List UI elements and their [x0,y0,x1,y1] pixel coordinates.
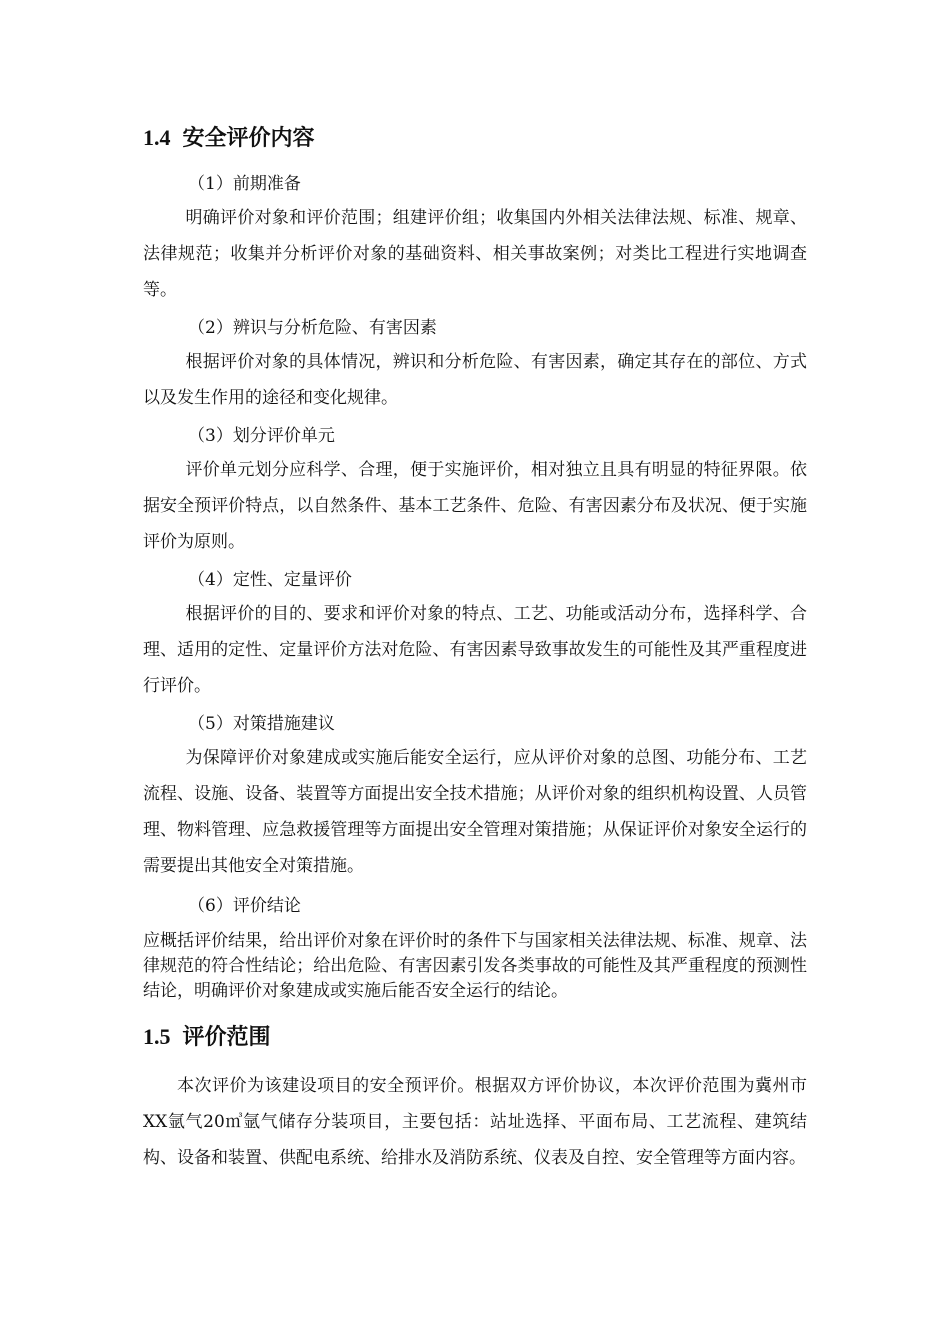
item-text-4: 根据评价的目的、要求和评价对象的特点、工艺、功能或活动分布，选择科学、合理、适用的定性、定量评价方法对危险、有害因素导致事故发生的可能性及其严重程度进行评价。 [143,604,807,696]
section-title: 评价范围 [182,1024,271,1050]
section-number: 1.5 [143,1024,171,1049]
item-text-1: 明确评价对象和评价范围；组建评价组；收集国内外相关法律法规、标准、规章、法律规范；收集并分析评价对象的基础资料、相关事故案例；对类比工程进行实地调查等。 [143,208,807,300]
section-title: 安全评价内容 [182,125,315,151]
item-label-4: （4）定性、定量评价 [188,570,352,590]
item-text-3: 评价单元划分应科学、合理，便于实施评价，相对独立且具有明显的特征界限。依据安全预评价特点，以自然条件、基本工艺条件、危险、有害因素分布及状况、便于实施评价为原则。 [143,460,807,552]
section-1-5-text: 本次评价为该建设项目的安全预评价。根据双方评价协议，本次评价范围为冀州市XX氩气20㎥氩气储存分装项目，主要包括：站址选择、平面布局、工艺流程、建筑结构、设备和装置、供配电系统、给排水及消防系统、仪表及自控、安全管理等方面内容。 [143,1076,807,1168]
item-label-5: （5）对策措施建议 [188,714,335,734]
item-label-6: （6）评价结论 [188,896,301,916]
item-text-2: 根据评价对象的具体情况，辨识和分析危险、有害因素，确定其存在的部位、方式以及发生作用的途径和变化规律。 [143,352,807,408]
section-number: 1.4 [143,125,171,150]
section-heading-1-5 [143,1022,271,1052]
item-text-5: 为保障评价对象建成或实施后能安全运行，应从评价对象的总图、功能分布、工艺流程、设施、设备、装置等方面提出安全技术措施；从评价对象的组织机构设置、人员管理、物料管理、应急救援管理等方面提出安全管理对策措施；从保证评价对象安全运行的需要提出其他安全对策措施。 [143,748,807,876]
item-label-2: （2）辨识与分析危险、有害因素 [188,318,437,338]
item-label-3: （3）划分评价单元 [188,426,335,446]
item-label-1: （1）前期准备 [188,174,301,194]
section-heading-1-4 [143,123,315,153]
item-text-6: 应概括评价结果，给出评价对象在评价时的条件下与国家相关法律法规、标准、规章、法律规范的符合性结论；给出危险、有害因素引发各类事故的可能性及其严重程度的预测性结论，明确评价对象建成或实施后能否安全运行的结论。 [143,931,807,1001]
